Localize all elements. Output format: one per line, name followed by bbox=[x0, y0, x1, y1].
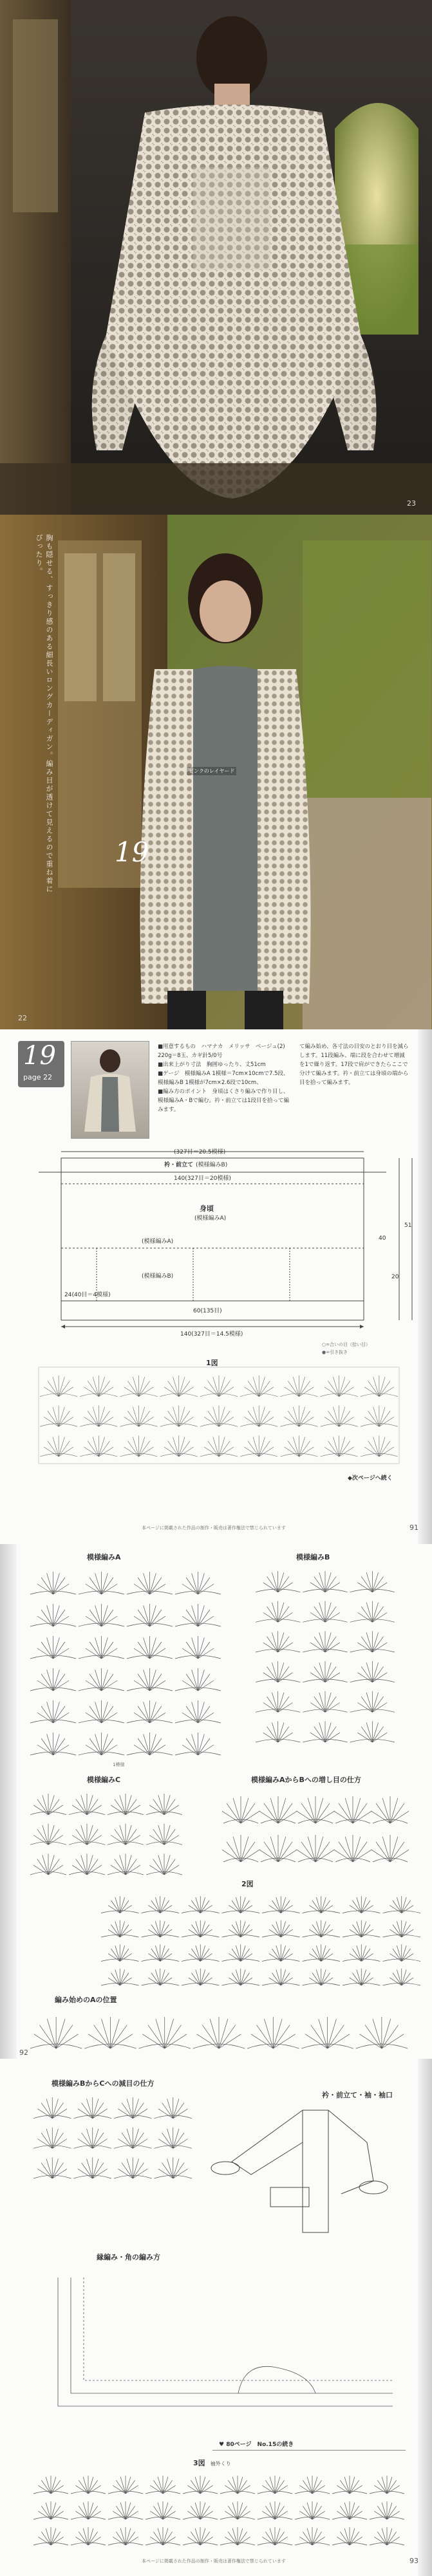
stitch-mark bbox=[52, 2169, 67, 2178]
stitch-mark bbox=[278, 1850, 297, 1862]
stitch-mark bbox=[372, 1583, 387, 1592]
material-line: ■用意するもの ハマナカ メリッサ ベージュ(2) 220g＝8玉、カギ針5/0号 bbox=[158, 1044, 285, 1059]
stitch-mark bbox=[179, 1387, 194, 1397]
stitch-mark bbox=[339, 1447, 354, 1457]
stitch-mark bbox=[110, 2025, 127, 2048]
stitch-mark bbox=[52, 2139, 67, 2149]
stitch-mark bbox=[278, 1673, 293, 1682]
chart-pattern-c bbox=[29, 1787, 183, 1877]
material-line: ■出来上がり寸法 胸囲ゆったり、丈51cm bbox=[158, 1062, 266, 1068]
stitch-mark bbox=[259, 1417, 274, 1427]
stitch-mark bbox=[379, 1417, 394, 1427]
stitch-mark bbox=[371, 1850, 390, 1862]
stitch-mark bbox=[310, 1673, 325, 1682]
stitch-mark bbox=[365, 2025, 382, 2048]
stitch-mark bbox=[93, 2139, 108, 2149]
stitch-mark bbox=[325, 1673, 340, 1682]
stitch-mark bbox=[102, 1616, 118, 1626]
stitch-mark bbox=[285, 1447, 299, 1457]
stitch-mark bbox=[84, 1447, 99, 1457]
body-sub: (模様編みA) bbox=[194, 1215, 227, 1222]
stitch-mark bbox=[86, 1745, 102, 1755]
stitch-mark bbox=[371, 1811, 390, 1823]
stitch-mark bbox=[364, 1447, 379, 1457]
stitch-mark bbox=[259, 1447, 274, 1457]
next-page-link[interactable]: ◆次ページへ続く bbox=[348, 1475, 393, 1482]
page-number: 92 bbox=[19, 2048, 28, 2057]
chart-edge-corner bbox=[32, 2265, 406, 2425]
stitch-mark bbox=[299, 1447, 314, 1457]
stitch-mark bbox=[53, 1680, 70, 1691]
page-number: 22 bbox=[18, 1014, 27, 1022]
stitch-mark bbox=[139, 1417, 154, 1427]
stitch-mark bbox=[182, 1713, 198, 1723]
instruction-page-91 bbox=[0, 1029, 432, 1544]
stitch-mark bbox=[244, 1417, 259, 1427]
pattern-a-label: (模様編みA) bbox=[142, 1238, 174, 1245]
stitch-mark bbox=[86, 1713, 102, 1723]
stitch-mark bbox=[139, 1387, 154, 1397]
stitch-mark bbox=[219, 1417, 234, 1427]
stitch-mark bbox=[334, 1811, 353, 1823]
footer-note: 本ページに掲載された作品の制作・販売は著作権法で禁じられています bbox=[142, 1525, 286, 1531]
stitch-mark bbox=[325, 1642, 340, 1652]
page-number: 93 bbox=[409, 2557, 418, 2565]
stitch-mark bbox=[182, 1584, 198, 1594]
stitch-mark bbox=[134, 1616, 150, 1626]
stitch-mark bbox=[179, 1447, 194, 1457]
collar-name: 衿・前立て bbox=[164, 1162, 194, 1168]
chart-pattern-b bbox=[254, 1565, 396, 1745]
stitch-mark bbox=[53, 1713, 70, 1723]
pattern-a-title: 模様編みA bbox=[87, 1553, 121, 1561]
stitch-mark bbox=[198, 1680, 214, 1691]
stitch-mark bbox=[134, 1713, 150, 1723]
stitch-mark bbox=[86, 1648, 102, 1659]
stitch-mark bbox=[150, 1680, 166, 1691]
stitch-mark bbox=[99, 1417, 113, 1427]
stitch-mark bbox=[278, 1583, 293, 1592]
stitch-mark bbox=[273, 2025, 290, 2048]
figure-label: 1図 bbox=[206, 1359, 218, 1367]
stitch-mark bbox=[204, 1447, 219, 1457]
material-line: ■編み方のポイント 身頃はくさり編みで作り目し、模様編みA・Bで編む。衿・前立ては1段目を拾って編みます。 bbox=[158, 1089, 290, 1113]
figure-2-label: 2図 bbox=[241, 1880, 254, 1888]
stitch-mark bbox=[134, 1648, 150, 1659]
stitch-mark bbox=[102, 1584, 118, 1594]
note-1: ○=合いの目（拾い目） bbox=[322, 1342, 370, 1347]
stitch-mark bbox=[259, 1387, 274, 1397]
dim-bottom-2: 60(135目) bbox=[193, 1308, 222, 1314]
stitch-mark bbox=[334, 1850, 353, 1862]
stitch-mark bbox=[37, 2139, 52, 2149]
stitch-mark bbox=[59, 1417, 73, 1427]
stitch-mark bbox=[310, 1703, 325, 1713]
stitch-mark bbox=[164, 1387, 179, 1397]
stitch-mark bbox=[150, 1584, 166, 1594]
stitch-mark bbox=[99, 1387, 113, 1397]
stitch-mark bbox=[328, 2025, 344, 2048]
stitch-mark bbox=[278, 1733, 293, 1742]
stitch-mark bbox=[94, 2025, 111, 2048]
method-text: て編み始め、各寸法の目安のとおり目を減らします。11段編み、端に段を合わせて増減を1で繰り返す。17段で肩ができたらここで分けて編みます。衿・前立ては身頃の端から目を拾って編みます。 bbox=[299, 1044, 409, 1086]
stitch-mark bbox=[324, 1387, 339, 1397]
stitch-mark bbox=[198, 1616, 214, 1626]
stitch-mark bbox=[78, 2109, 93, 2119]
stitch-mark bbox=[259, 1811, 278, 1823]
stitch-mark bbox=[102, 1745, 118, 1755]
stitch-mark bbox=[164, 1417, 179, 1427]
stitch-mark bbox=[139, 1447, 154, 1457]
pattern-b-label: (模様編みB) bbox=[142, 1273, 174, 1280]
stitch-mark bbox=[222, 1850, 241, 1862]
stitch-mark bbox=[257, 2025, 274, 2048]
stitch-mark bbox=[158, 2169, 173, 2178]
stitch-mark bbox=[133, 2139, 147, 2149]
stitch-mark bbox=[219, 1447, 234, 1457]
dim-top: (327目＝20.5模様) bbox=[174, 1149, 226, 1155]
height-dim: 40 bbox=[379, 1235, 386, 1242]
stitch-mark bbox=[99, 1447, 113, 1457]
stitch-mark bbox=[241, 1850, 259, 1862]
stitch-mark bbox=[310, 1583, 325, 1592]
badge-page: page 22 bbox=[23, 1073, 52, 1081]
stitch-mark bbox=[244, 1387, 259, 1397]
stitch-mark bbox=[37, 1648, 53, 1659]
stitch-mark bbox=[325, 1703, 340, 1713]
stitch-mark bbox=[148, 2025, 165, 2048]
stitch-mark bbox=[259, 1850, 278, 1862]
stitch-mark bbox=[285, 1417, 299, 1427]
stitch-mark bbox=[297, 1850, 315, 1862]
chart-start-position bbox=[29, 2006, 409, 2051]
stitch-mark bbox=[263, 1673, 278, 1682]
join-ab-title: 模様編みAからBへの増し目の仕方 bbox=[251, 1776, 361, 1784]
chart-figure-3 bbox=[32, 2470, 406, 2548]
stitch-mark bbox=[204, 1417, 219, 1427]
stitch-mark bbox=[390, 1850, 409, 1862]
stitch-mark bbox=[353, 1811, 371, 1823]
stitch-mark bbox=[379, 1447, 394, 1457]
stitch-mark bbox=[86, 1616, 102, 1626]
badge-number: 19 bbox=[23, 1041, 56, 1071]
stitch-mark bbox=[357, 1733, 372, 1742]
page-gutter bbox=[418, 2059, 432, 2576]
stitch-mark bbox=[86, 1584, 102, 1594]
stitch-mark bbox=[52, 2109, 67, 2119]
chart-decrease-bc bbox=[32, 2091, 193, 2181]
thumbnail-photo bbox=[71, 1041, 149, 1139]
stitch-mark bbox=[44, 1447, 59, 1457]
chart-page-92 bbox=[0, 1544, 432, 2059]
stitch-mark bbox=[357, 1673, 372, 1682]
side-dim: 24(40目＝4模様) bbox=[64, 1292, 111, 1298]
stitch-mark bbox=[357, 1613, 372, 1623]
stitch-mark bbox=[150, 1713, 166, 1723]
decrease-bc-title: 模様編みBからCへの減目の仕方 bbox=[52, 2079, 155, 2088]
stitch-mark bbox=[372, 1733, 387, 1742]
stitch-mark bbox=[37, 1713, 53, 1723]
stitch-mark bbox=[315, 1850, 334, 1862]
stitch-mark bbox=[84, 1417, 99, 1427]
stitch-mark bbox=[44, 1417, 59, 1427]
stitch-mark bbox=[78, 2169, 93, 2178]
note-2: ●=引き抜き bbox=[322, 1350, 348, 1355]
collar-sleeve-title: 衿・前立て・袖・袖口 bbox=[322, 2091, 393, 2099]
stitch-mark bbox=[198, 1648, 214, 1659]
item-number: 19 bbox=[115, 836, 149, 868]
stitch-mark bbox=[198, 1713, 214, 1723]
stitch-mark bbox=[372, 1673, 387, 1682]
stitch-mark bbox=[37, 1745, 53, 1755]
figure-3-name: 3図 bbox=[193, 2459, 205, 2467]
material-line: ■ゲージ 模様編みA 1模様＝7cm×10cmで7.5段、模様編みB 1模様が7cm×2.6段で10cm、 bbox=[158, 1071, 289, 1086]
stitch-mark bbox=[93, 2109, 108, 2119]
stitch-mark bbox=[311, 2025, 328, 2048]
stitch-mark bbox=[263, 1583, 278, 1592]
stitch-mark bbox=[241, 1811, 259, 1823]
stitch-mark bbox=[310, 1642, 325, 1652]
stitch-mark bbox=[59, 1387, 73, 1397]
photo-label: ピンクのレイヤード bbox=[187, 767, 236, 775]
stitch-mark bbox=[37, 2109, 52, 2119]
chart-grid-1 bbox=[39, 1369, 425, 1466]
stitch-mark bbox=[325, 1583, 340, 1592]
edge-title: 縁編み・角の編み方 bbox=[97, 2253, 160, 2261]
stitch-mark bbox=[86, 1680, 102, 1691]
stitch-mark bbox=[372, 1703, 387, 1713]
stitch-mark bbox=[134, 1745, 150, 1755]
stitch-mark bbox=[124, 1447, 139, 1457]
stitch-mark bbox=[53, 1745, 70, 1755]
stitch-mark bbox=[133, 2169, 147, 2178]
stitch-mark bbox=[37, 1616, 53, 1626]
stitch-mark bbox=[285, 1387, 299, 1397]
stitch-mark bbox=[44, 1387, 59, 1397]
stitch-mark bbox=[202, 2025, 219, 2048]
stitch-mark bbox=[124, 1417, 139, 1427]
stitch-mark bbox=[53, 1616, 70, 1626]
stitch-mark bbox=[37, 2169, 52, 2178]
chart-pattern-a bbox=[29, 1565, 222, 1758]
collar-label bbox=[164, 1160, 227, 1168]
stitch-mark bbox=[299, 1417, 314, 1427]
stitch-mark bbox=[278, 1703, 293, 1713]
collar-sub: (模様編みB) bbox=[196, 1162, 228, 1168]
footer-note: 本ページに掲載された作品の制作・販売は著作権法で禁じられています bbox=[142, 2559, 286, 2564]
stitch-mark bbox=[278, 1613, 293, 1623]
stitch-mark bbox=[364, 1417, 379, 1427]
stitch-mark bbox=[372, 1642, 387, 1652]
stitch-mark bbox=[379, 1387, 394, 1397]
stitch-mark bbox=[353, 1850, 371, 1862]
stitch-mark bbox=[310, 1733, 325, 1742]
stitch-mark bbox=[118, 2109, 133, 2119]
stitch-mark bbox=[53, 1584, 70, 1594]
page-number: 23 bbox=[407, 499, 416, 508]
stitch-mark bbox=[263, 1703, 278, 1713]
stitch-mark bbox=[357, 1583, 372, 1592]
pattern-c-title: 模様編みC bbox=[87, 1776, 121, 1784]
stitch-mark bbox=[357, 1642, 372, 1652]
stitch-mark bbox=[324, 1417, 339, 1427]
stitch-mark bbox=[278, 1642, 293, 1652]
stitch-mark bbox=[263, 1733, 278, 1742]
stitch-mark bbox=[59, 1447, 73, 1457]
stitch-mark bbox=[219, 1387, 234, 1397]
stitch-mark bbox=[204, 1387, 219, 1397]
stitch-mark bbox=[182, 1745, 198, 1755]
stitch-mark bbox=[102, 1680, 118, 1691]
stitch-mark bbox=[118, 2169, 133, 2178]
stitch-mark bbox=[278, 1811, 297, 1823]
stitch-mark bbox=[84, 1387, 99, 1397]
stitch-mark bbox=[339, 1387, 354, 1397]
stitch-mark bbox=[150, 1648, 166, 1659]
stitch-mark bbox=[299, 1387, 314, 1397]
stitch-mark bbox=[37, 1584, 53, 1594]
stitch-mark bbox=[102, 1648, 118, 1659]
stitch-mark bbox=[198, 1584, 214, 1594]
stitch-mark bbox=[382, 2025, 399, 2048]
stitch-mark bbox=[315, 1811, 334, 1823]
stitch-mark bbox=[390, 1811, 409, 1823]
stitch-mark bbox=[179, 1417, 194, 1427]
height-dim-2: 20 bbox=[391, 1274, 399, 1280]
pointer-banner bbox=[212, 2438, 406, 2451]
stitch-mark bbox=[164, 1447, 179, 1457]
stitch-mark bbox=[182, 1680, 198, 1691]
stitch-mark bbox=[372, 1613, 387, 1623]
collar-schematic bbox=[174, 2104, 393, 2271]
chart-figure-2 bbox=[100, 1891, 422, 1988]
stitch-mark bbox=[150, 1616, 166, 1626]
stitch-mark bbox=[219, 2025, 236, 2048]
stitch-mark bbox=[182, 1616, 198, 1626]
item-badge bbox=[18, 1041, 64, 1087]
stitch-mark bbox=[93, 2169, 108, 2178]
stitch-mark bbox=[339, 1417, 354, 1427]
dim-top-2: 140(327目＝20模様) bbox=[174, 1175, 231, 1182]
stitch-mark bbox=[158, 2109, 173, 2119]
stitch-mark bbox=[78, 2139, 93, 2149]
stitch-mark bbox=[39, 2025, 56, 2048]
page-gutter bbox=[0, 1544, 17, 2059]
pattern-b-title: 模様編みB bbox=[296, 1553, 330, 1561]
figure-3-label bbox=[193, 2458, 231, 2468]
stitch-mark bbox=[325, 1733, 340, 1742]
stitch-mark bbox=[325, 1613, 340, 1623]
cardigan-back-photo bbox=[0, 0, 432, 515]
repeat-label: 1模様 bbox=[113, 1762, 125, 1767]
stitch-mark bbox=[198, 1745, 214, 1755]
photo-page-front bbox=[0, 515, 432, 1029]
stitch-mark bbox=[134, 1584, 150, 1594]
pointer-text[interactable]: ♥ 80ページ No.15の続き bbox=[219, 2442, 294, 2448]
chart-page-93 bbox=[0, 2059, 432, 2576]
materials-block bbox=[158, 1042, 293, 1114]
stitch-mark bbox=[244, 1447, 259, 1457]
chart-join-ab bbox=[222, 1787, 409, 1864]
stitch-mark bbox=[263, 1613, 278, 1623]
stitch-mark bbox=[56, 2025, 73, 2048]
stitch-mark bbox=[357, 1703, 372, 1713]
stitch-mark bbox=[310, 1613, 325, 1623]
stitch-mark bbox=[165, 2025, 182, 2048]
stitch-mark bbox=[37, 1680, 53, 1691]
stitch-mark bbox=[124, 1387, 139, 1397]
stitch-mark bbox=[222, 1811, 241, 1823]
stitch-mark bbox=[118, 2139, 133, 2149]
stitch-mark bbox=[364, 1387, 379, 1397]
photo-page-back bbox=[0, 0, 432, 515]
stitch-mark bbox=[53, 1648, 70, 1659]
stitch-mark bbox=[134, 1680, 150, 1691]
stitch-mark bbox=[133, 2109, 147, 2119]
stitch-mark bbox=[150, 1745, 166, 1755]
height-dim-3: 51 bbox=[404, 1222, 412, 1229]
stitch-mark bbox=[182, 1648, 198, 1659]
stitch-mark bbox=[263, 1642, 278, 1652]
dim-bottom: 140(327目＝14.5模様) bbox=[180, 1331, 243, 1338]
stitch-mark bbox=[158, 2139, 173, 2149]
stitch-mark bbox=[324, 1447, 339, 1457]
start-position-title: 編み始めのAの位置 bbox=[55, 1996, 117, 2004]
figure-3-sub: 袖外くり bbox=[210, 2461, 231, 2467]
stitch-mark bbox=[102, 1713, 118, 1723]
stitch-mark bbox=[297, 1811, 315, 1823]
page-number: 91 bbox=[409, 1523, 418, 1532]
body-label: 身頃 bbox=[200, 1204, 214, 1213]
vertical-caption: 胸も隠せる、すっきり感のある細長いロングカーディガン。編み目が透けて見えるので重ね着にぴったり。 bbox=[35, 534, 53, 894]
